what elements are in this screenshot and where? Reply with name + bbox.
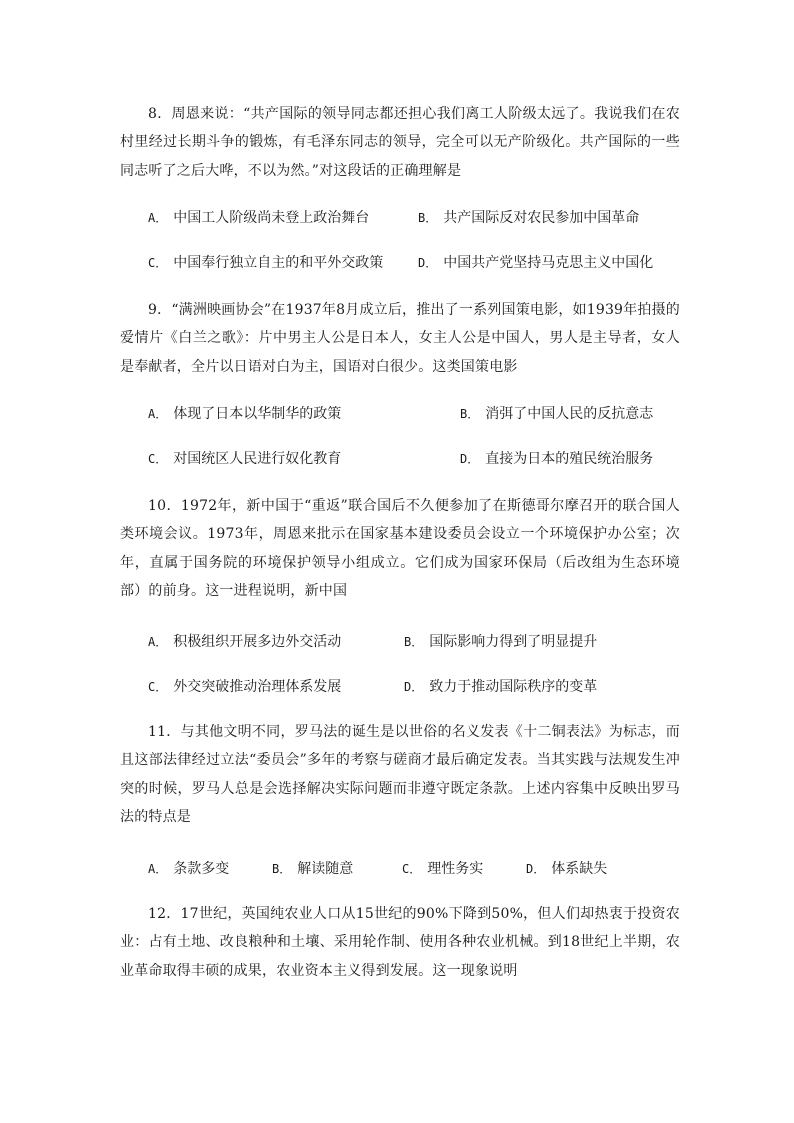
- question-10: [120, 492, 680, 605]
- question-10-options-row-2: [148, 677, 597, 697]
- option-11-c[interactable]: C． 理性务实: [402, 861, 484, 877]
- question-9-options-row-1: [148, 404, 653, 424]
- option-9-d[interactable]: D． 直接为日本的殖民统治服务: [460, 451, 654, 467]
- option-8-c[interactable]: C． 中国奉行独立自主的和平外交政策: [148, 255, 384, 271]
- question-9-stem: 9．“满洲映画协会”在1937年8月成立后，推出了一系列国策电影，如1939年拍摄的爱情片《白兰之歌》：片中男主人公是日本人，女主人公是中国人，男人是主导者，女人是奉献者，全片以日语对白为主，国语对白很少。这类国策电影: [120, 302, 680, 375]
- question-9: [120, 296, 680, 381]
- question-9-options-row-2: [148, 449, 653, 469]
- option-9-a[interactable]: A． 体现了日本以华制华的政策: [148, 406, 342, 422]
- option-10-d[interactable]: D． 致力于推动国际秩序的变革: [404, 679, 598, 695]
- option-10-b[interactable]: B． 国际影响力得到了明显提升: [404, 634, 598, 650]
- option-11-a[interactable]: A． 条款多变: [148, 861, 230, 877]
- question-10-stem: 10．1972年，新中国于“重返”联合国后不久便参加了在斯德哥尔摩召开的联合国人类环境会议。1973年，周恩来批示在国家基本建设委员会设立一个环境保护办公室；次年，直属于国务院的环境保护领导小组成立。它们成为国家环保局（后改组为生态环境部）的前身。这一进程说明，新中国: [120, 498, 680, 599]
- question-8-stem: 8．周恩来说：“共产国际的领导同志都还担心我们离工人阶级太远了。我说我们在农村里经过长期斗争的锻炼，有毛泽东同志的领导，完全可以无产阶级化。共产国际的一些同志听了之后大哗，不以为然。”对这段话的正确理解是: [120, 106, 680, 179]
- option-11-b[interactable]: B． 解读随意: [272, 861, 354, 877]
- option-9-b[interactable]: B． 消弭了中国人民的反抗意志: [460, 406, 654, 422]
- option-10-a[interactable]: A． 积极组织开展多边外交活动: [148, 634, 342, 650]
- option-9-c[interactable]: C． 对国统区人民进行奴化教育: [148, 451, 342, 467]
- option-8-d[interactable]: D． 中国共产党坚持马克思主义中国化: [418, 255, 654, 271]
- question-12-stem: 12．17世纪，英国纯农业人口从15世纪的90%下降到50%，但人们却热衷于投资农业：占有土地、改良粮种和土壤、采用轮作制、使用各种农业机械。到18世纪上半期，农业革命取得丰硕的成果，农业资本主义得到发展。这一现象说明: [120, 906, 680, 979]
- question-10-options-row-1: [148, 632, 597, 652]
- question-11-stem: 11．与其他文明不同，罗马法的诞生是以世俗的名义发表《十二铜表法》为标志，而且这部法律经过立法“委员会”多年的考察与磋商才最后确定发表。当其实践与法规发生冲突的时候，罗马人总是会选择解决实际问题而非遵守既定条款。上述内容集中反映出罗马法的特点是: [120, 724, 680, 825]
- option-8-b[interactable]: B． 共产国际反对农民参加中国革命: [418, 210, 640, 226]
- question-12: [120, 900, 680, 985]
- question-8-options-row-2: [148, 253, 653, 273]
- option-8-a[interactable]: A． 中国工人阶级尚未登上政治舞台: [148, 210, 370, 226]
- option-10-c[interactable]: C． 外交突破推动治理体系发展: [148, 679, 342, 695]
- option-11-d[interactable]: D． 体系缺失: [526, 861, 608, 877]
- question-11: [120, 718, 680, 831]
- question-8: [120, 100, 680, 185]
- question-8-options-row-1: [148, 208, 639, 228]
- question-11-options-row: [148, 859, 607, 879]
